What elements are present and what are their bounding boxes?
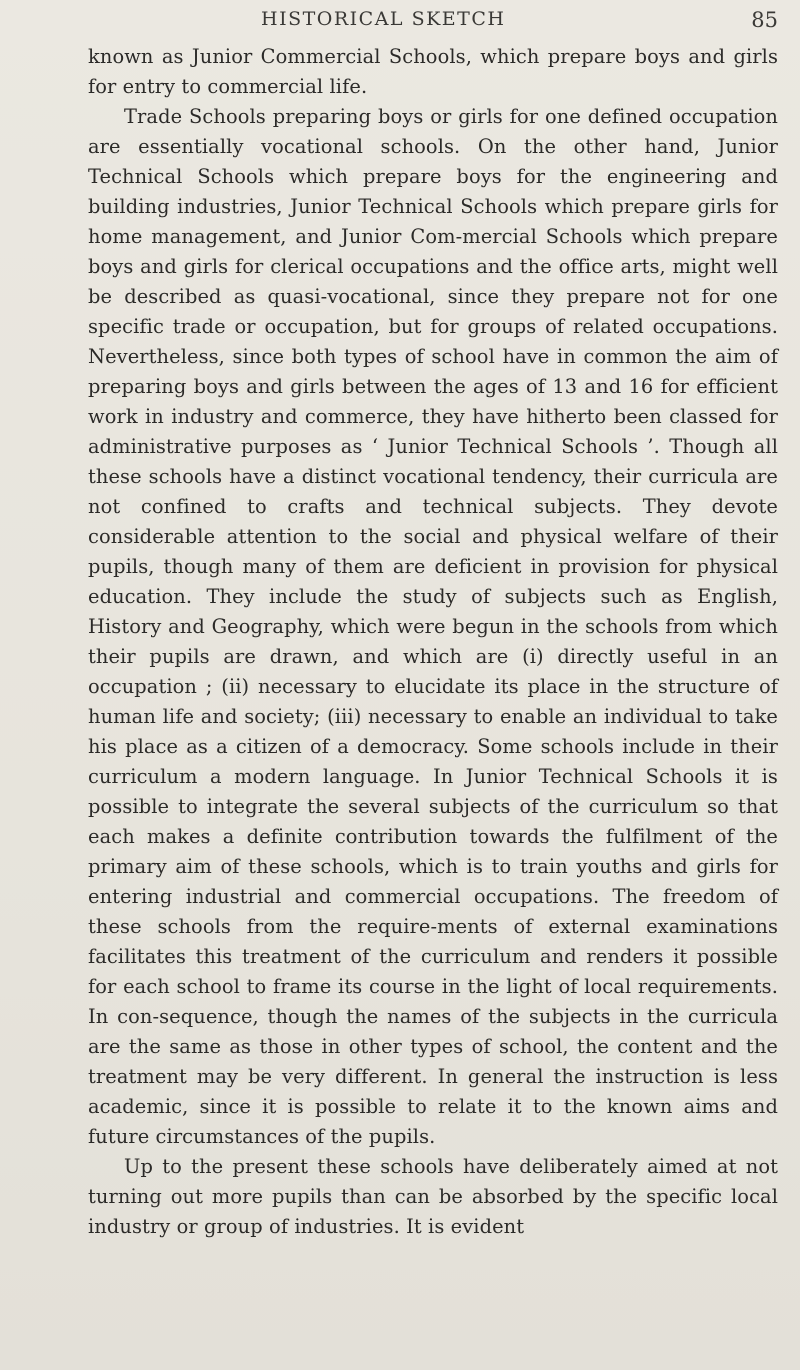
page-header xyxy=(88,8,778,34)
paragraph-3: Up to the present these schools have deliberately aimed at not turning out more pupils than can be absorbed by the specific local industry or group of industries. It is evident xyxy=(88,1155,778,1238)
body-text xyxy=(88,42,778,1242)
page-number: 85 xyxy=(751,8,778,32)
running-head: HISTORICAL SKETCH xyxy=(261,8,506,30)
paragraph-2: Trade Schools preparing boys or girls for one defined occupation are essentially vocational schools. On the other hand, Junior Technical Schools which prepare boys for the engineering and building industries, Junior Technical Schools which prepare girls for home management, and Junior Com-mercial Schools which prepare boys and girls for clerical occupations and the office arts, might well be described as quasi-vocational, since they prepare not for one specific trade or occupation, but for groups of related occupations. Nevertheless, since both types of school have in common the aim of preparing boys and girls between the ages of 13 and 16 for efficient work in industry and commerce, they have hitherto been classed for administrative purposes as ‘ Junior Technical Schools ’. Though all these schools have a distinct vocational tendency, their curricula are not confined to crafts and technical subjects. They devote considerable attention to the social and physical welfare of their pupils, though many of them are deficient in provision for physical education. They include the study of subjects such as English, History and Geography, which were begun in the schools from which their pupils are drawn, and which are (i) directly useful in an occupation ; (ii) necessary to elucidate its place in the structure of human life and society; (iii) necessary to enable an individual to take his place as a citizen of a democracy. Some schools include in their curriculum a modern language. In Junior Technical Schools it is possible to integrate the several subjects of the curriculum so that each makes a definite contribution towards the fulfilment of the primary aim of these schools, which is to train youths and girls for entering industrial and commercial occupations. The freedom of these schools from the require-ments of external examinations facilitates this treatment of the curriculum and renders it possible for each school to frame its course in the light of local requirements. In con-sequence, though the names of the subjects in the curricula are the same as those in other types of school, the content and the treatment may be very different. In general the instruction is less academic, since it is possible to relate it to the known aims and future circumstances of the pupils. xyxy=(88,105,778,1148)
paragraph-1: known as Junior Commercial Schools, which prepare boys and girls for entry to commercial life. xyxy=(88,45,778,98)
